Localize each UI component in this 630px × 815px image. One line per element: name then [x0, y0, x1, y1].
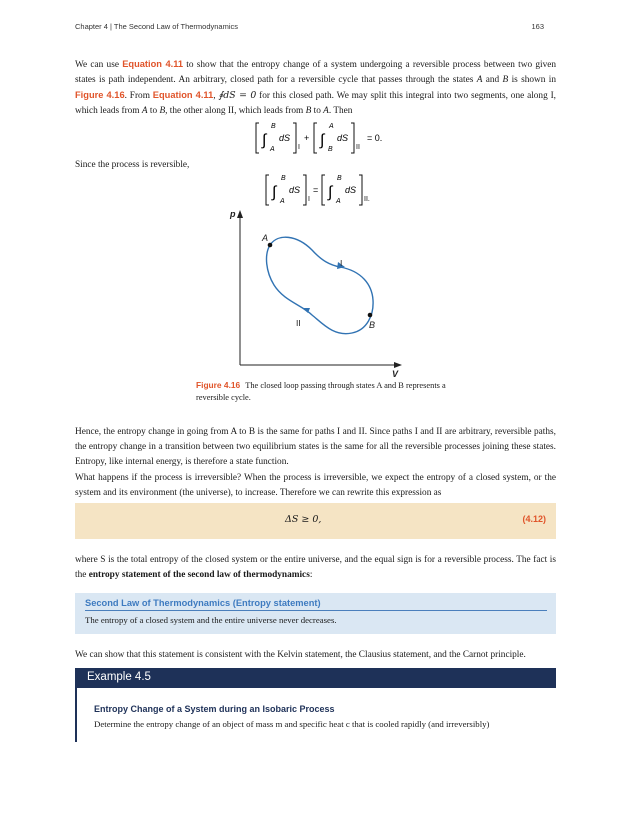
svg-text:∫: ∫ [320, 132, 325, 149]
point-b-marker [368, 313, 373, 318]
figure-caption-text: The closed loop passing through states A and B represents a reversible cycle. [196, 381, 446, 402]
y-axis-label: p [230, 209, 236, 219]
svg-text:+: + [304, 133, 310, 143]
svg-text:A: A [329, 123, 334, 130]
running-header [75, 22, 544, 31]
svg-text:dS: dS [279, 133, 291, 143]
svg-text:dS: dS [289, 185, 301, 195]
second-law-text: The entropy of a closed system and the entire universe never decreases. [85, 615, 337, 625]
second-law-title: Second Law of Thermodynamics (Entropy statement) [85, 598, 547, 611]
example-header-bar [75, 668, 556, 688]
example-text: Determine the entropy change of an object of mass m and specific heat c that is cooled rapidly (and irreversibly) [94, 719, 490, 729]
equation-4-11-link-2[interactable]: Equation 4.11 [152, 90, 214, 100]
second-law-box [75, 593, 556, 634]
equation-4-12-math: ΔS ≥ 0, [285, 514, 322, 525]
entropy-statement-paragraph: where S is the total entropy of the closed system or the entire universe, and the equal sign is for a reversible process. The fact is the entropy statement of the second law of thermodynamics: [75, 555, 556, 580]
svg-text:A: A [280, 198, 285, 205]
y-axis-arrow [237, 210, 243, 218]
x-axis-arrow [394, 362, 402, 368]
path-1-label: I [340, 258, 343, 268]
irreversible-paragraph: What happens if the process is irreversible? When the process is irreversible, we expect the entropy of a closed system, or the system and its environment (the universe), to increase. Therefore we can rewrite this expression as [75, 473, 556, 498]
svg-text:II: II [356, 144, 360, 151]
x-axis-label: V [392, 369, 399, 379]
svg-text:∫: ∫ [328, 184, 333, 201]
example-left-rule [75, 688, 77, 742]
equation-4-12-number: (4.12) [522, 514, 546, 524]
cycle-curve [267, 237, 374, 333]
equation-4-12-box [75, 503, 556, 539]
example-title: Entropy Change of a System during an Isobaric Process [94, 704, 335, 714]
chapter-title: Chapter 4 | The Second Law of Thermodynamics [75, 22, 239, 31]
figure-caption-label: Figure 4.16 [196, 380, 241, 390]
svg-text:dS: dS [337, 133, 349, 143]
svg-text:B: B [337, 175, 342, 182]
entropy-state-function-paragraph: Hence, the entropy change in going from A to B is the same for paths I and II. Since paths I and II are arbitrary, reversible paths, the entropy change in a transition between two equilibrium states is the same for all the reversible processes joining these states. Entropy, like internal energy, is therefore a state function. [75, 427, 556, 467]
svg-text:dS: dS [345, 185, 357, 195]
closed-integral-inline: ∮dS = 0 [218, 90, 257, 101]
svg-text:A: A [270, 146, 275, 153]
consistency-paragraph: We can show that this statement is consistent with the Kelvin statement, the Clausius statement, and the Carnot principle. [75, 650, 526, 660]
svg-text:B: B [281, 175, 286, 182]
pv-diagram-figure [222, 205, 412, 380]
svg-text:B: B [328, 146, 333, 153]
intro-paragraph: We can use Equation 4.11 to show that the entropy change of a system undergoing a reversible process between two given states is path independent. An arbitrary, closed path for a reversible cycle that passes through the states A and B is shown in Figure 4.16. From Equation 4.11, ∮dS = 0 for this closed path. We may split this integral into two segments, one along I, which leads from A to B, the other along II, which leads from B to A. Then [75, 59, 556, 116]
point-b-label: B [369, 320, 376, 330]
since-text: Since the process is reversible, [75, 160, 190, 170]
entropy-statement-bold: entropy statement of the second law of thermodynamics [88, 570, 310, 580]
svg-text:=: = [313, 185, 319, 195]
figure-caption [196, 380, 446, 403]
figure-4-16-link[interactable]: Figure 4.16 [75, 90, 125, 100]
integral-equation-1 [255, 120, 405, 156]
path-2-label: II [296, 318, 301, 328]
integral-equation-2 [265, 172, 375, 208]
svg-text:I: I [298, 144, 300, 151]
page-number: 163 [531, 22, 544, 31]
svg-text:B: B [271, 123, 276, 130]
svg-text:II.: II. [364, 196, 370, 203]
svg-text:I: I [308, 196, 310, 203]
svg-text:∫: ∫ [272, 184, 277, 201]
example-label: Example 4.5 [87, 671, 151, 683]
svg-text:= 0.: = 0. [367, 133, 383, 143]
equation-4-11-link[interactable]: Equation 4.11 [122, 59, 184, 69]
svg-text:A: A [336, 198, 341, 205]
svg-text:∫: ∫ [262, 132, 267, 149]
point-a-marker [268, 243, 273, 248]
point-a-label: A [262, 233, 269, 243]
